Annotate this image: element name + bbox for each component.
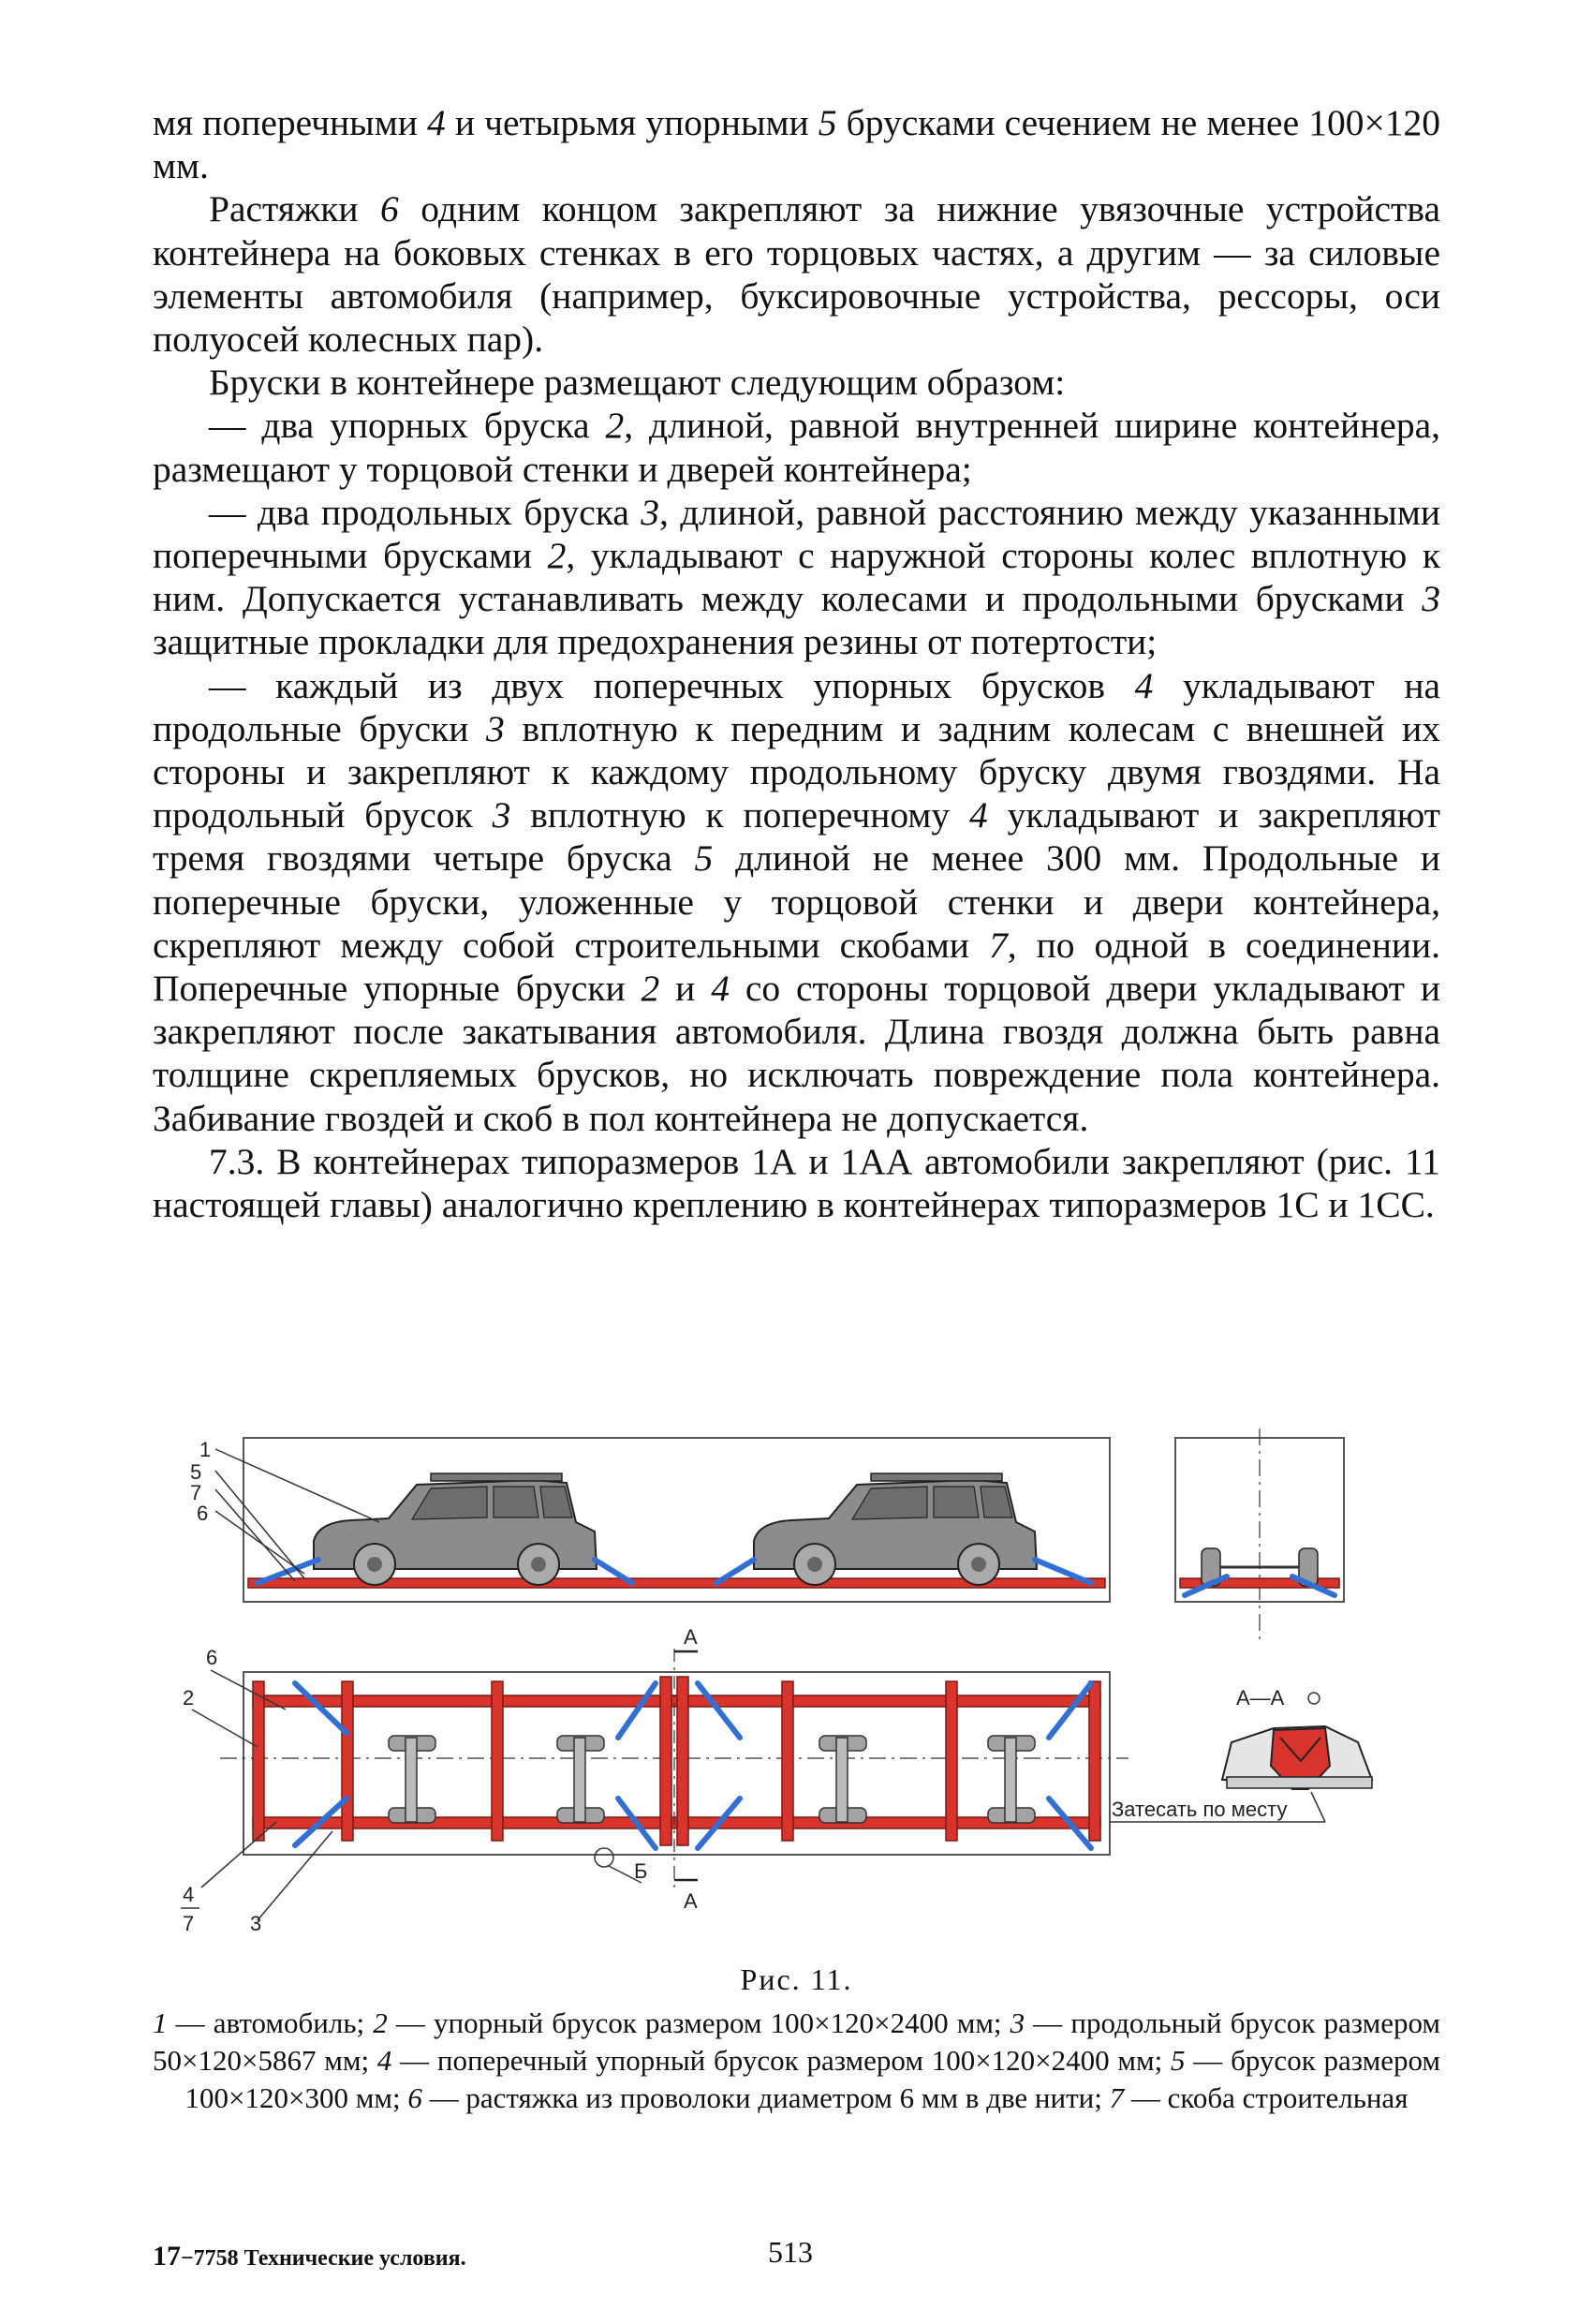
label-2: 2 <box>183 1686 195 1710</box>
footer-code: 17 <box>153 2241 181 2272</box>
figure-11 <box>164 1428 1447 1934</box>
label-section-A-bottom: A <box>684 1889 698 1913</box>
paragraph: Бруски в контейнере размещают следующим образом: <box>209 362 1066 404</box>
footer-imprint <box>153 2241 466 2272</box>
label-7-plan: 7 <box>183 1912 195 1934</box>
label-B: Б <box>634 1859 648 1883</box>
label-7: 7 <box>190 1481 202 1504</box>
note-trim: Затесать по месту <box>1112 1798 1288 1821</box>
paragraph: мя поперечными 4 и четырьмя упорными 5 брусками сечением не менее 100×120 мм. <box>153 102 1441 187</box>
label-3: 3 <box>250 1912 262 1934</box>
label-section-A-top: A <box>684 1625 698 1649</box>
plan-view <box>181 1625 1128 1934</box>
label-5: 5 <box>190 1460 202 1484</box>
page-number: 513 <box>768 2235 813 2269</box>
footer-publisher: −7758 Технические условия. <box>181 2246 466 2271</box>
body-text <box>153 101 1440 1226</box>
label-1: 1 <box>199 1438 212 1461</box>
label-4: 4 <box>183 1883 195 1906</box>
paragraph: 7.3. В контейнерах типоразмеров 1А и 1АА автомобили закрепляют (рис. 11 настоящей главы) аналогично креплению в контейнерах типоразмеров 1С и 1СС. <box>153 1140 1440 1226</box>
paragraph: Растяжки 6 одним концом закрепляют за нижние увязочные устройства контейнера на боковых стенках в его торцовых частях, а другим — за силовые элементы автомобиля (например, буксировочные устройства, рессоры, оси полуосей колесных пар). <box>153 188 1440 361</box>
car-2 <box>754 1473 1037 1585</box>
caption-title: Рис. 11. <box>740 1962 853 1996</box>
paragraph: — каждый из двух поперечных упорных брусков 4 укладывают на продольные бруски 3 вплотную к передним и задним колесам с внешней их стороны и закрепляют к каждому продольному бруску двумя гвоздями. На продольный брусок 3 вплотную к поперечному 4 укладывают и закрепляют тремя гвоздями четыре бруска 5 длиной не менее 300 мм. Продольные и поперечные бруски, уложенные у торцовой стенки и двери контейнера, скрепляют между собой строительными скобами 7, по одной в соединении. Поперечные упорные бруски 2 и 4 со стороны торцовой двери укладывают и закрепляют после закатывания автомобиля. Длина гвоздя должна быть равна толщине скрепляемых брусков, но исключать повреждение пола контейнера. Забивание гвоздей и скоб в пол контейнера не допускается. <box>153 664 1441 1139</box>
section-detail <box>1110 1686 1372 1822</box>
side-view <box>190 1438 1110 1602</box>
end-view <box>1175 1428 1344 1644</box>
label-6-plan: 6 <box>206 1646 218 1669</box>
section-title: А—А <box>1236 1686 1285 1710</box>
car-1 <box>314 1473 597 1585</box>
paragraph: — два продольных бруска 3, длиной, равной расстоянию между указанными поперечными брусками 2, укладывают с наружной стороны колес вплотную к ним. Допускается устанавливать между колесами и продольными брусками 3 защитные прокладки для предохранения резины от потертости; <box>153 491 1441 663</box>
label-6: 6 <box>197 1502 209 1525</box>
paragraph: — два упорных бруска 2, длиной, равной внутренней ширине контейнера, размещают у торцовой стенки и дверей контейнера; <box>153 405 1440 490</box>
caption-body: 1 — автомобиль; 2 — упорный брусок размером 100×120×2400 мм; 3 — продольный брусок размером 50×120×5867 мм; 4 — поперечный упорный брусок размером 100×120×2400 мм; 5 — брусок размером 100×120×300 мм; 6 — растяжка из проволоки диаметром 6 мм в две нити; 7 — скоба строительная <box>153 2006 1440 2114</box>
